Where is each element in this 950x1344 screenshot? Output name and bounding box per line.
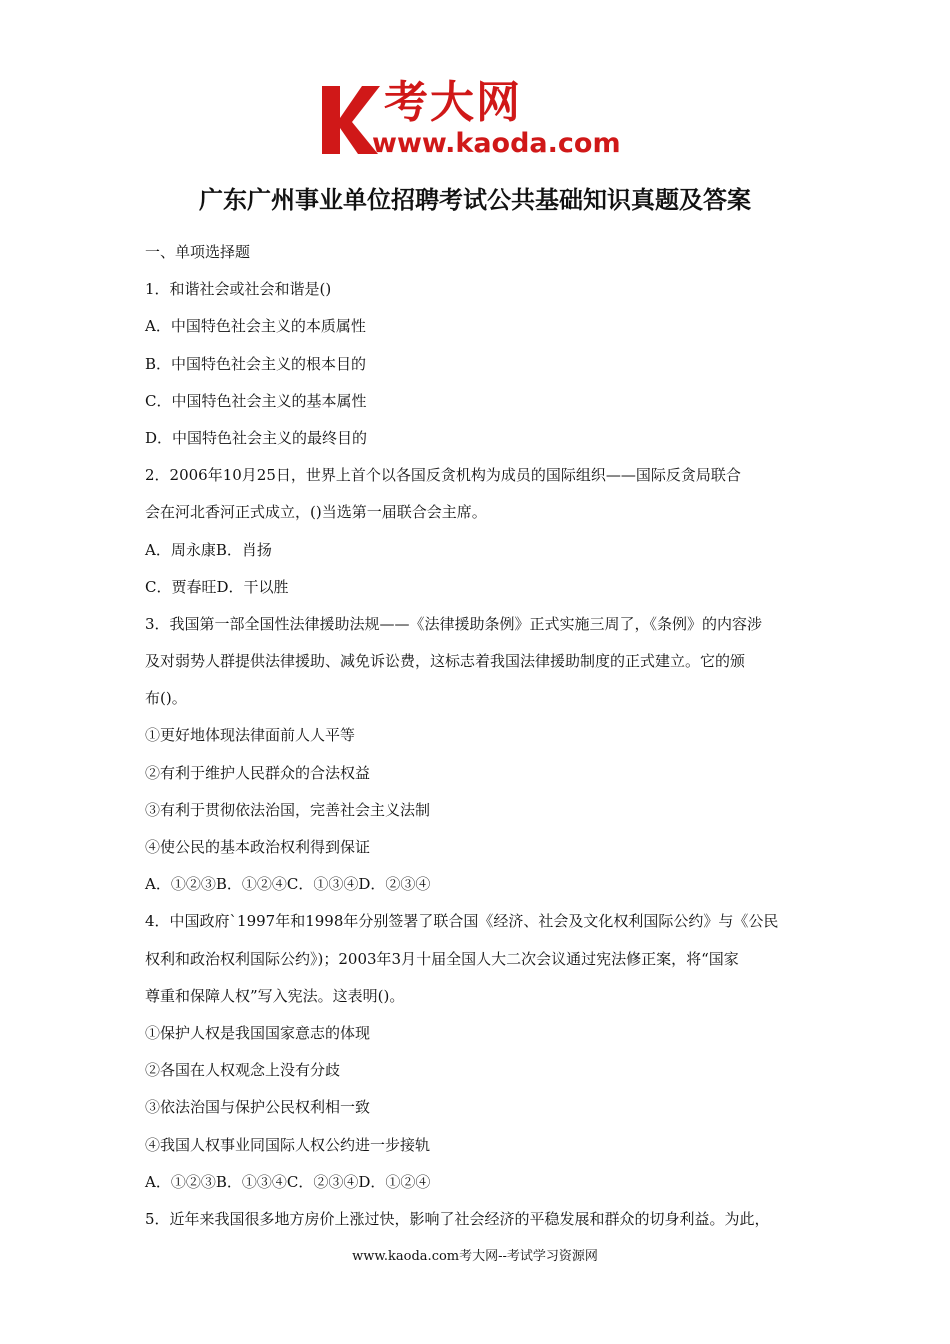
question-line: 布()。 <box>145 689 187 708</box>
option-line: A．中国特色社会主义的本质属性 <box>145 317 366 336</box>
question-line: 及对弱势人群提供法律援助、减免诉讼费，这标志着我国法律援助制度的正式建立。它的颁 <box>145 652 746 671</box>
option-line: B．中国特色社会主义的根本目的 <box>145 354 367 373</box>
page-footer: www.kaoda.com考大网--考试学习资源网 <box>352 1249 598 1264</box>
page-title: 广东广州事业单位招聘考试公共基础知识真题及答案 <box>199 186 751 214</box>
logo-url: www.kaoda.com <box>372 128 621 159</box>
statement-line: ②各国在人权观念上没有分歧 <box>145 1061 341 1080</box>
statement-line: ④使公民的基本政治权利得到保证 <box>145 838 371 856</box>
question-line: 会在河北香河正式成立，()当选第一届联合会主席。 <box>145 503 487 522</box>
question-3: 3．我国第一部全国性法律援助法规——《法律援助条例》正式实施三周了，《条例》的内容涉 <box>145 614 763 633</box>
statement-line: ①更好地体现法律面前人人平等 <box>145 726 356 745</box>
option-line: A．周永康B．肖扬 <box>145 540 272 559</box>
statement-line: ④我国人权事业同国际人权公约进一步接轨 <box>145 1135 431 1154</box>
question-4: 4．中国政府`1997年和1998年分别签署了联合国《经济、社会及文化权利国际公约》与《公民 <box>145 912 779 931</box>
option-line: D．中国特色社会主义的最终目的 <box>145 428 368 447</box>
question-line: 尊重和保障人权”写入宪法。这表明()。 <box>145 986 405 1005</box>
question-2: 2．2006年10月25日，世界上首个以各国反贪机构为成员的国际组织——国际反贪局联合 <box>145 466 741 485</box>
document-body <box>145 234 815 1238</box>
statement-line: ②有利于维护人民群众的合法权益 <box>145 763 371 782</box>
statement-line: ①保护人权是我国国家意志的体现 <box>145 1023 371 1042</box>
statement-line: ③有利于贯彻依法治国，完善社会主义法制 <box>145 800 431 819</box>
option-line: A．①②③B．①③④C．②③④D．①②④ <box>145 1172 431 1191</box>
statement-line: ③依法治国与保护公民权利相一致 <box>145 1098 371 1117</box>
option-line: C．贾春旺D．干以胜 <box>145 577 289 596</box>
question-line: 权利和政治权利国际公约》)；2003年3月十届全国人大二次会议通过宪法修正案，将“国家 <box>145 949 739 968</box>
question-1: 1．和谐社会或社会和谐是() <box>145 280 332 299</box>
kaoda-k-logo-icon <box>318 84 380 156</box>
option-line: A．①②③B．①②④C．①③④D．②③④ <box>145 875 431 894</box>
section-heading: 一、单项选择题 <box>145 243 251 261</box>
option-line: C．中国特色社会主义的基本属性 <box>145 391 367 410</box>
question-5: 5．近年来我国很多地方房价上涨过快，影响了社会经济的平稳发展和群众的切身利益。为此， <box>145 1209 770 1228</box>
logo <box>318 78 648 168</box>
logo-text: 考大网 <box>384 77 522 128</box>
